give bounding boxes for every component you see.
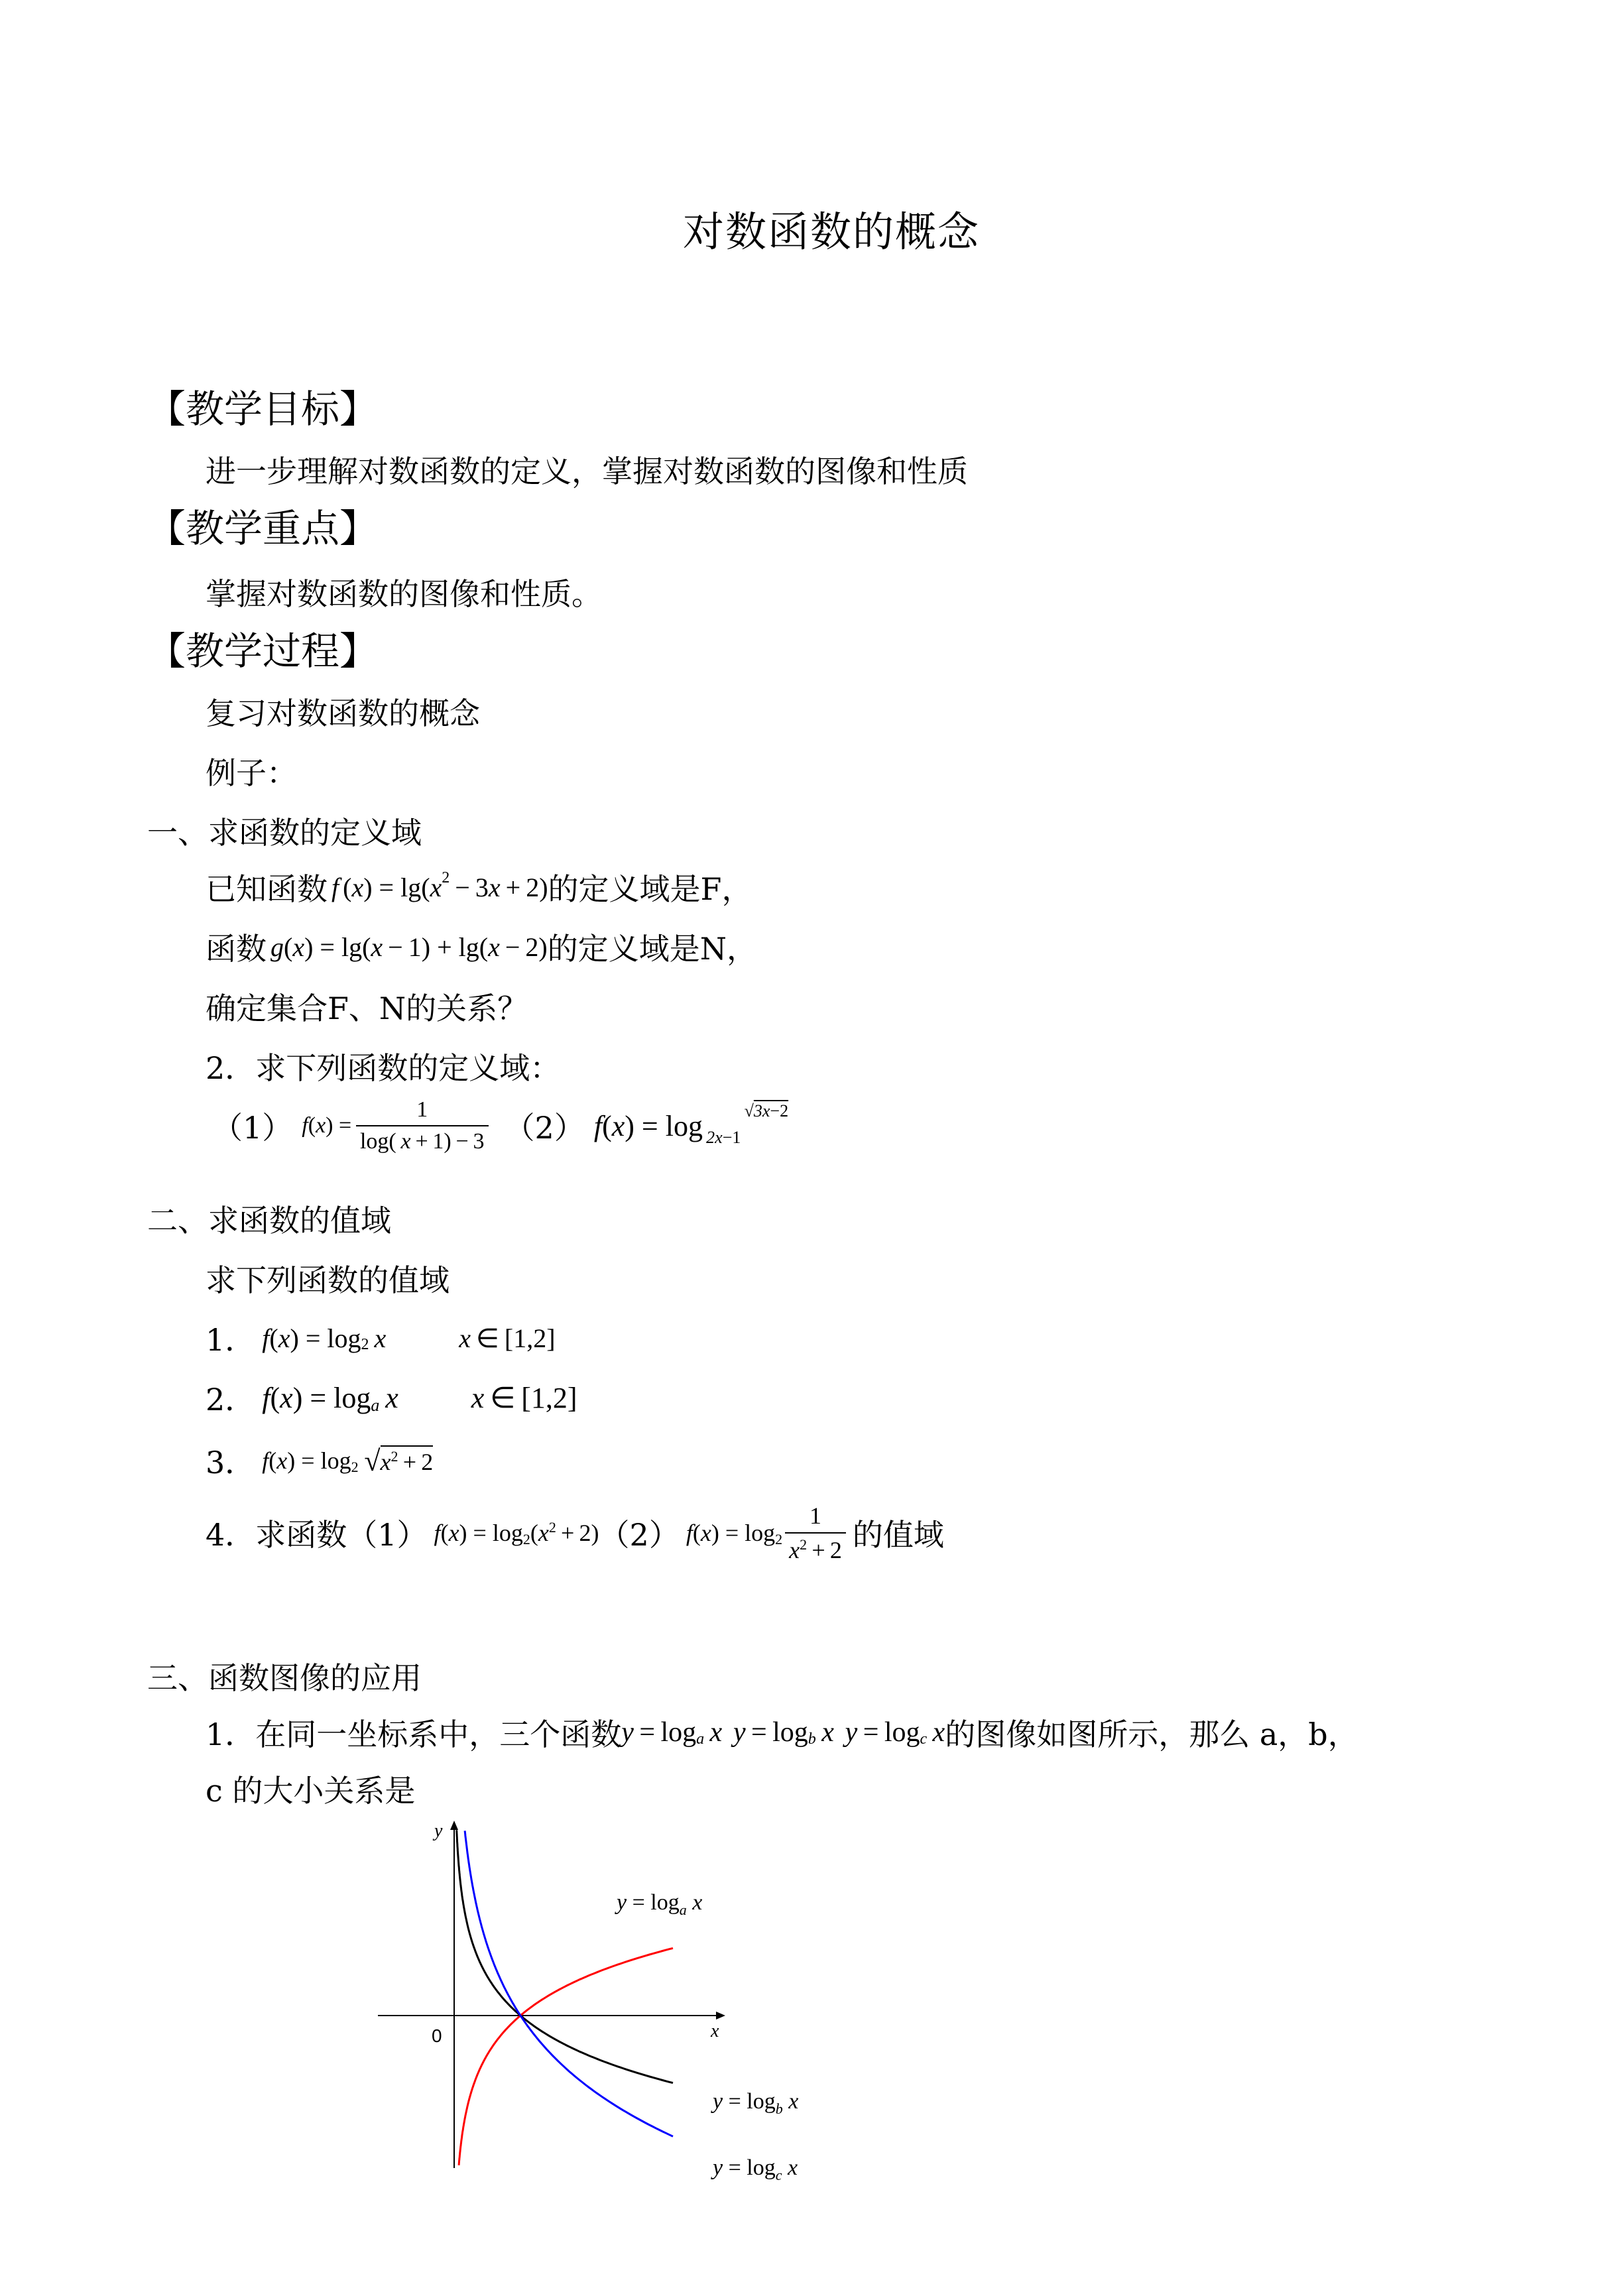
x-axis-arrow: [716, 2012, 725, 2020]
q2-label: （2）: [504, 1110, 585, 1146]
part3-line1: 1．在同一坐标系中，三个函数 y = log $_a$ x y = log $_b$ x y = log $_c$ x 的图像如图所示，那么 a，b，: [206, 1711, 1358, 1754]
part3-heading: 三、函数图像的应用: [147, 1660, 422, 1696]
part1-line2-pre: 函数: [206, 931, 267, 967]
part2-item2: 2． f ( x ) = log $_a$ x x ∈ [1,2]: [206, 1376, 577, 1420]
part3-line1-post: 的图像如图所示，那么 a，b，: [945, 1717, 1358, 1752]
part2-intro: 求下列函数的值域: [206, 1262, 450, 1298]
part1-line3: 确定集合F、N的关系？: [206, 991, 528, 1026]
part2-item1: 1． f ( x ) = log $_2$ x x ∈ [1,2]: [206, 1316, 556, 1360]
formula-f-lg: f: [331, 872, 339, 902]
process-review: 复习对数函数的概念: [206, 695, 480, 731]
item2-number: 2．: [206, 1382, 256, 1418]
series-label-c: $y = \log_c x$: [713, 2155, 798, 2183]
origin-label: 0: [432, 2025, 442, 2046]
item3-number: 3．: [206, 1445, 256, 1480]
x-axis-label: x: [711, 2021, 719, 2041]
fraction-item4: $\frac{1}{x^2 + 2}$: [785, 1502, 846, 1564]
goal-text: 进一步理解对数函数的定义，掌握对数函数的图像和性质: [206, 453, 968, 489]
part2-heading: 二、求函数的值域: [147, 1203, 391, 1239]
fraction-q1: $\frac{1}{\log( x + 1) - 3}$: [356, 1097, 489, 1154]
y-axis-arrow: [450, 1821, 458, 1830]
item4-post: 的值域: [852, 1517, 944, 1553]
part3-line2: c 的大小关系是: [206, 1773, 416, 1809]
series-label-a: $y = \log_a x$: [617, 1890, 703, 1918]
formula-g: g: [270, 932, 284, 962]
part1-line1: 已知函数 f ( x ) = lg( x $^2$ − 3 x + 2) 的定义域是F，: [206, 865, 752, 909]
item1-number: 1．: [206, 1322, 256, 1358]
page-title: 对数函数的概念: [683, 208, 981, 256]
section-heading-key: 【教学重点】: [147, 506, 379, 551]
part1-line1-pre: 已知函数: [206, 871, 328, 907]
series-label-b: $y = \log_b x$: [713, 2089, 799, 2117]
section-heading-process: 【教学过程】: [147, 629, 379, 674]
item4-pre: 4．求函数（1）: [206, 1517, 428, 1553]
process-examples: 例子：: [206, 755, 297, 791]
part3-line1-text: 1．在同一坐标系中，三个函数: [206, 1717, 622, 1752]
part1-heading: 一、求函数的定义域: [147, 815, 422, 851]
part1-questions: （1） f ( x ) = $\frac{1}{\log( x + 1) - 3}$ （2） f ( x ) = log 2x−1 √3x−2: [212, 1097, 789, 1154]
item4-mid: （2）: [599, 1517, 680, 1553]
part1-line2: 函数 g ( x ) = lg( x − 1) + lg( x − 2) 的定义域是N，: [206, 925, 757, 969]
q1-label: （1）: [212, 1110, 293, 1146]
part2-item4: 4．求函数（1） f ( x ) = log $_2$ $(x^2 + 2)$ （2） f ( x ) = log $_2$ $\frac{1}{x^2 + 2}$ 的值域: [206, 1502, 944, 1563]
section-heading-goal: 【教学目标】: [147, 387, 379, 432]
log-functions-chart: [371, 1817, 849, 2188]
part1-line1-post: 的定义域是F，: [548, 871, 752, 907]
part1-line4: 2．求下列函数的定义域：: [206, 1050, 561, 1086]
key-text: 掌握对数函数的图像和性质。: [206, 576, 602, 612]
y-axis-label: y: [434, 1821, 443, 1841]
part2-item3: 3． f ( x ) = log $_2$ √ $x^2 + 2$: [206, 1439, 433, 1482]
part1-line2-post: 的定义域是N，: [547, 931, 757, 967]
